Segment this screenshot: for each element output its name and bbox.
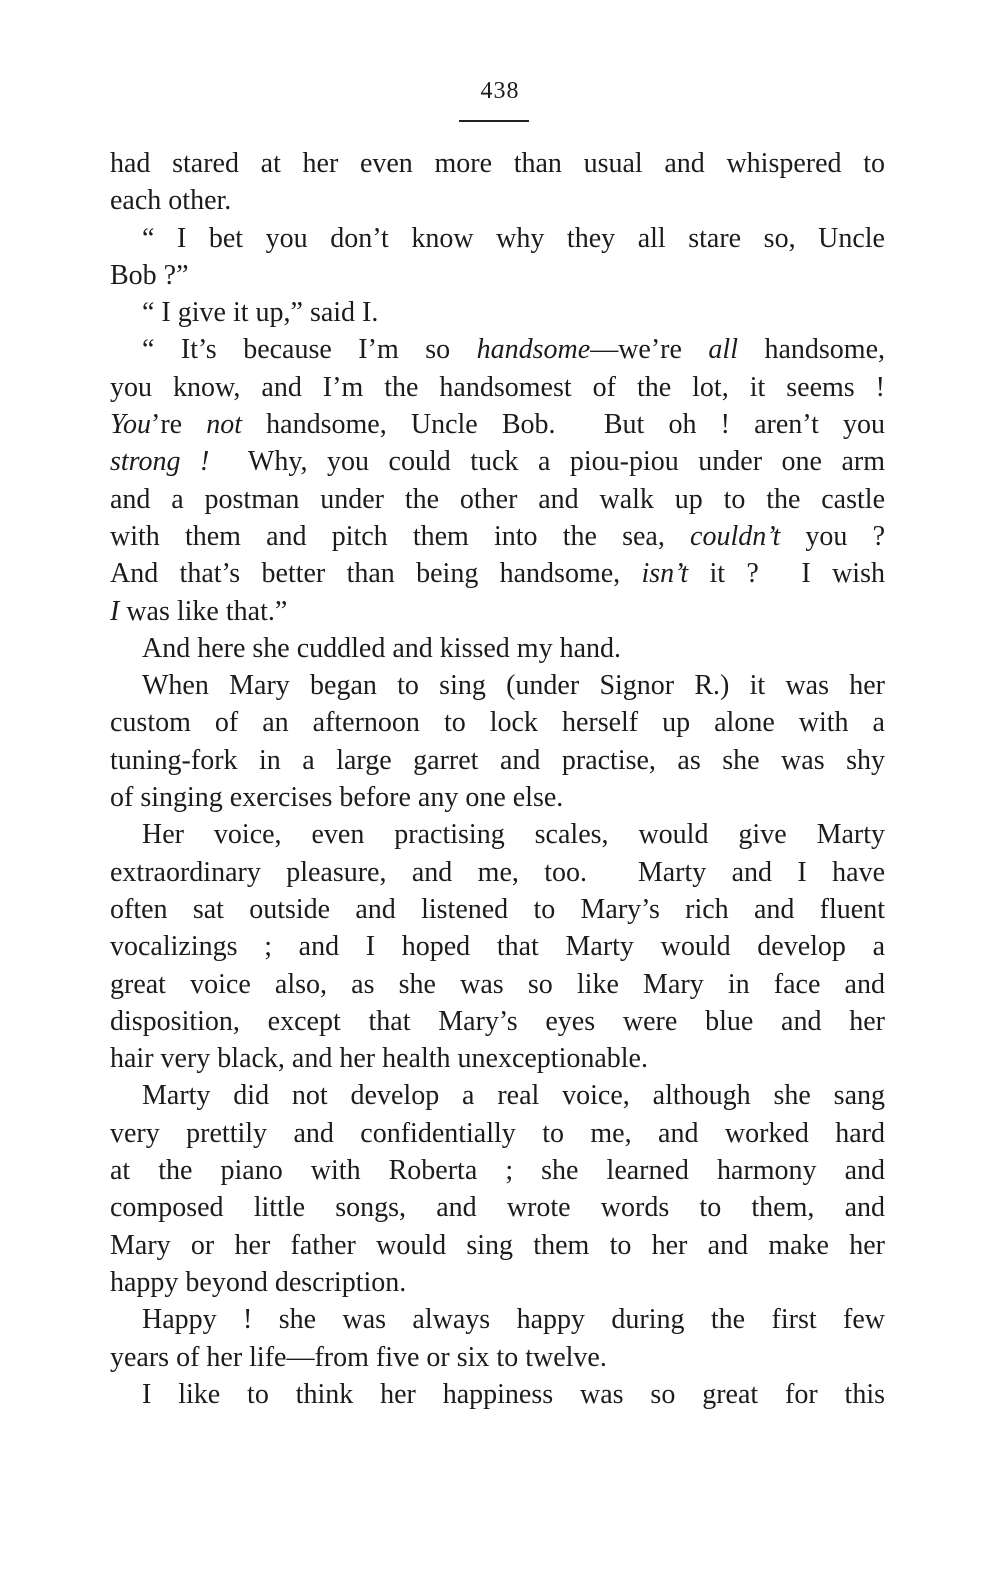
text-line [110, 1189, 885, 1226]
italic-text: You [110, 409, 152, 441]
text-line [110, 555, 885, 592]
text-segment: happy beyond description. [110, 1266, 407, 1298]
text-segment: at the piano with Roberta ; she learned harmony and [110, 1155, 885, 1187]
text-segment: extraordinary pleasure, and me, too. Marty and I have [110, 856, 885, 888]
text-segment: “ It’s because I’m so [142, 334, 477, 366]
text-segment: ’re [151, 409, 207, 441]
text-line [110, 443, 885, 480]
page-number: 438 [480, 78, 520, 104]
text-line [110, 667, 885, 704]
text-line [110, 1264, 885, 1301]
text-line [110, 182, 885, 219]
text-segment: When Mary began to sing (under Signor R.) it was her [142, 670, 885, 702]
text-segment: hair very black, and her health unexceptionable. [110, 1043, 648, 1075]
text-segment: —we’re [590, 334, 709, 366]
text-segment: Why, you could tuck a piou-piou under one arm [209, 446, 885, 478]
text-line [110, 593, 885, 630]
text-segment: Her voice, even practising scales, would give Marty [142, 819, 885, 851]
text-segment: composed little songs, and wrote words to them, and [110, 1192, 885, 1224]
italic-text: I [110, 595, 120, 627]
text-segment: “ I bet you don’t know why they all stare so, Uncle [142, 222, 885, 254]
text-segment: Marty did not develop a real voice, although she sang [142, 1080, 885, 1112]
italic-text: not [206, 409, 243, 441]
text-segment: very prettily and confidentially to me, and worked hard [110, 1117, 885, 1149]
text-line [110, 1227, 885, 1264]
text-line [110, 1376, 885, 1413]
text-line [110, 854, 885, 891]
text-line [110, 1003, 885, 1040]
italic-text: handsome [476, 334, 591, 366]
body-text [110, 145, 885, 1413]
text-line [110, 1339, 885, 1376]
text-segment: handsome, [737, 334, 885, 366]
text-segment: was like that.” [119, 595, 288, 627]
text-line [110, 630, 885, 667]
italic-text: strong ! [110, 446, 210, 478]
text-line [110, 220, 885, 257]
text-segment: I like to think her happiness was so great for this [142, 1378, 885, 1410]
text-line [110, 257, 885, 294]
text-line [110, 1115, 885, 1152]
text-segment: it ? I wish [688, 558, 885, 590]
text-segment: Mary or her father would sing them to her and make her [110, 1229, 885, 1261]
text-segment: disposition, except that Mary’s eyes were blue and her [110, 1005, 885, 1037]
text-segment: with them and pitch them into the sea, [110, 520, 691, 552]
italic-text: isn’t [641, 558, 689, 590]
text-segment: tuning-fork in a large garret and practise, as she was shy [110, 744, 885, 776]
text-line [110, 369, 885, 406]
text-segment: had stared at her even more than usual and whispered to [110, 148, 885, 179]
text-segment: vocalizings ; and I hoped that Marty would develop a [110, 931, 885, 963]
text-line [110, 704, 885, 741]
text-segment: years of her life—from five or six to twelve. [110, 1341, 607, 1373]
text-line [110, 481, 885, 518]
italic-text: couldn’t [690, 520, 781, 552]
text-line [110, 1152, 885, 1189]
text-line [110, 1301, 885, 1338]
text-line [110, 928, 885, 965]
text-segment: you ? [780, 520, 885, 552]
text-line [110, 891, 885, 928]
text-segment: each other. [110, 185, 232, 217]
text-segment: Happy ! she was always happy during the first few [142, 1304, 885, 1336]
text-line [110, 331, 885, 368]
text-segment: And that’s better than being handsome, [110, 558, 642, 590]
text-segment: often sat outside and listened to Mary’s rich and fluent [110, 893, 885, 925]
text-segment: of singing exercises before any one else. [110, 782, 564, 814]
text-line [110, 966, 885, 1003]
text-line [110, 1077, 885, 1114]
text-segment: And here she cuddled and kissed my hand. [142, 632, 621, 664]
text-line [110, 742, 885, 779]
text-segment: great voice also, as she was so like Mary in face and [110, 968, 885, 1000]
text-line [110, 816, 885, 853]
text-segment: “ I give it up,” said I. [142, 297, 379, 329]
text-segment: Bob ?” [110, 259, 189, 291]
italic-text: all [708, 334, 738, 366]
text-line [110, 294, 885, 331]
text-line [110, 779, 885, 816]
text-line [110, 406, 885, 443]
text-segment: and a postman under the other and walk up to the castle [110, 483, 885, 515]
text-segment: you know, and I’m the handsomest of the lot, it seems ! [110, 371, 885, 403]
text-segment: handsome, Uncle Bob. But oh ! aren’t you [242, 409, 885, 441]
text-line [110, 518, 885, 555]
text-line [110, 145, 885, 182]
text-segment: custom of an afternoon to lock herself up alone with a [110, 707, 885, 739]
text-line [110, 1040, 885, 1077]
header-rule [459, 120, 529, 122]
